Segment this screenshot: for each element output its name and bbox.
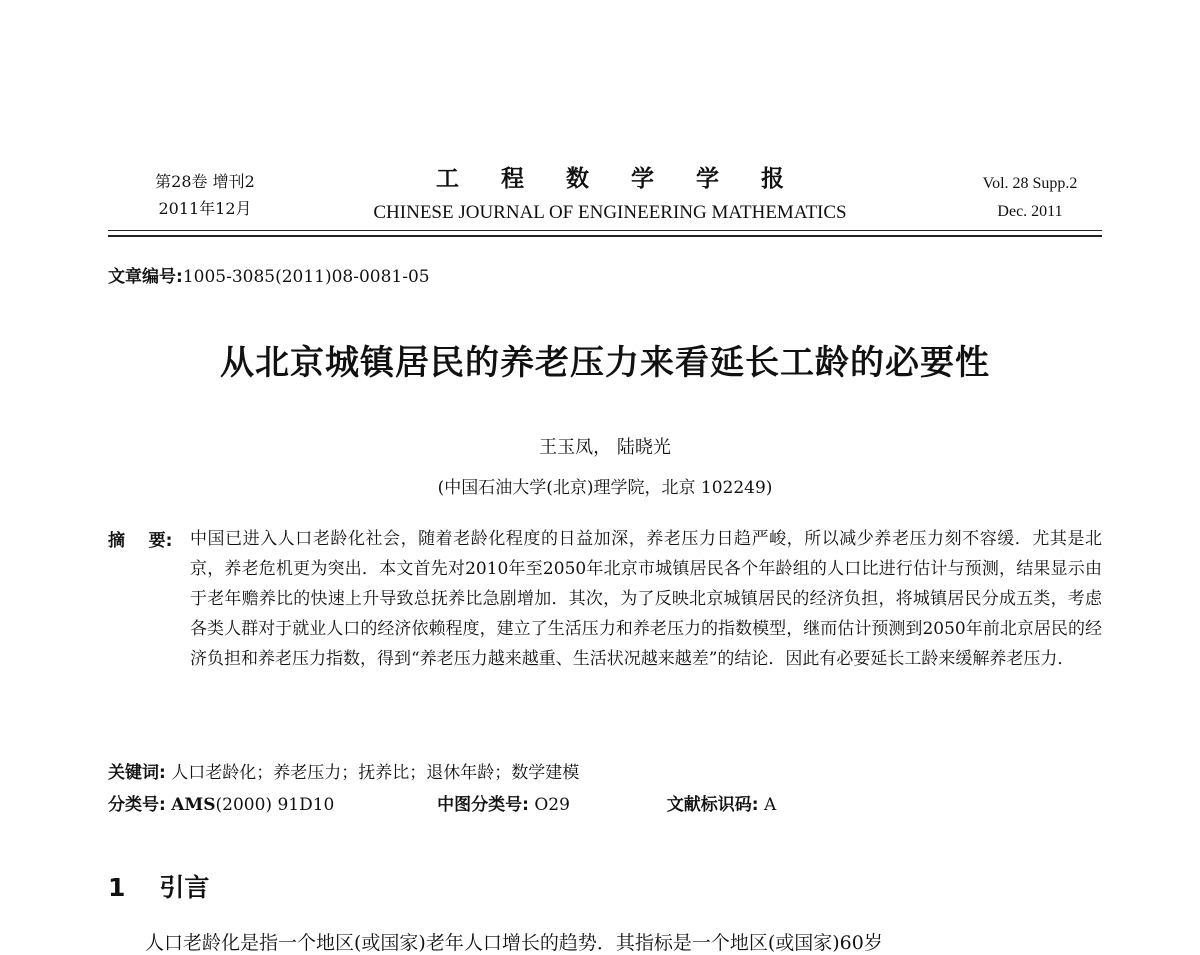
authors: 王玉凤， 陆晓光 [539,437,671,458]
clc-value: O29 [534,795,570,815]
doc-code-value: A [763,795,777,815]
classification [108,790,1108,815]
classification-label: 分类号: [108,795,166,815]
article-number [108,262,430,287]
article-number-label: 文章编号: [108,267,183,287]
date-en: Dec. 2011 [997,203,1063,220]
ams-value: (2000) 91D10 [215,795,335,815]
doc-code-label: 文献标识码: [666,795,759,815]
volume-en: Vol. 28 Supp.2 [982,175,1078,192]
header-rule-thin [108,230,1102,231]
journal-title-cn: 工程数学学报 [436,166,826,192]
section-number: 1 [108,873,126,902]
journal-title-en: CHINESE JOURNAL OF ENGINEERING MATHEMATICS [373,202,847,223]
keywords-text: 人口老龄化；养老压力；抚养比；退休年龄；数学建模 [171,763,580,783]
header-volume-info [115,168,295,222]
keywords [108,758,579,783]
abstract-text: 中国已进入人口老龄化社会，随着老龄化程度的日益加深，养老压力日趋严峻，所以减少养老压力刻不容缓．尤其是北京，养老危机更为突出．本文首先对2010年至2050年北京市城镇居民各个年龄组的人口比进行估计与预测，结果显示由于老年赡养比的快速上升导致总抚养比急剧增加．其次，为了反映北京城镇居民的经济负担，将城镇居民分成五类，考虑各类人群对于就业人口的经济依赖程度，建立了生活压力和养老压力的指数模型，继而估计预测到2050年前北京居民的经济负担和养老压力指数，得到“养老压力越来越重、生活状况越来越差”的结论．因此有必要延长工龄来缓解养老压力． [190,529,1102,669]
paper-title: 从北京城镇居民的养老压力来看延长工龄的必要性 [220,343,990,383]
header-volume-info-en [945,170,1115,226]
article-number-value: 1005-3085(2011)08-0081-05 [182,267,430,287]
body-first-line: 人口老龄化是指一个地区(或国家)老年人口增长的趋势．其指标是一个地区(或国家)60岁 [145,932,883,954]
clc-label: 中图分类号: [437,795,529,815]
ams-prefix: AMS [171,795,216,815]
header-rule-thick [108,235,1102,237]
section-title: 引言 [159,873,210,902]
affiliation: (中国石油大学(北京)理学院，北京 102249) [437,478,773,498]
abstract-label: 摘 要: [108,531,173,551]
section-heading [108,868,209,904]
journal-title-block [300,160,920,224]
keywords-label: 关键词: [108,763,166,783]
date-cn: 2011年12月 [158,199,252,218]
volume-cn: 第28卷 增刊2 [155,172,255,191]
